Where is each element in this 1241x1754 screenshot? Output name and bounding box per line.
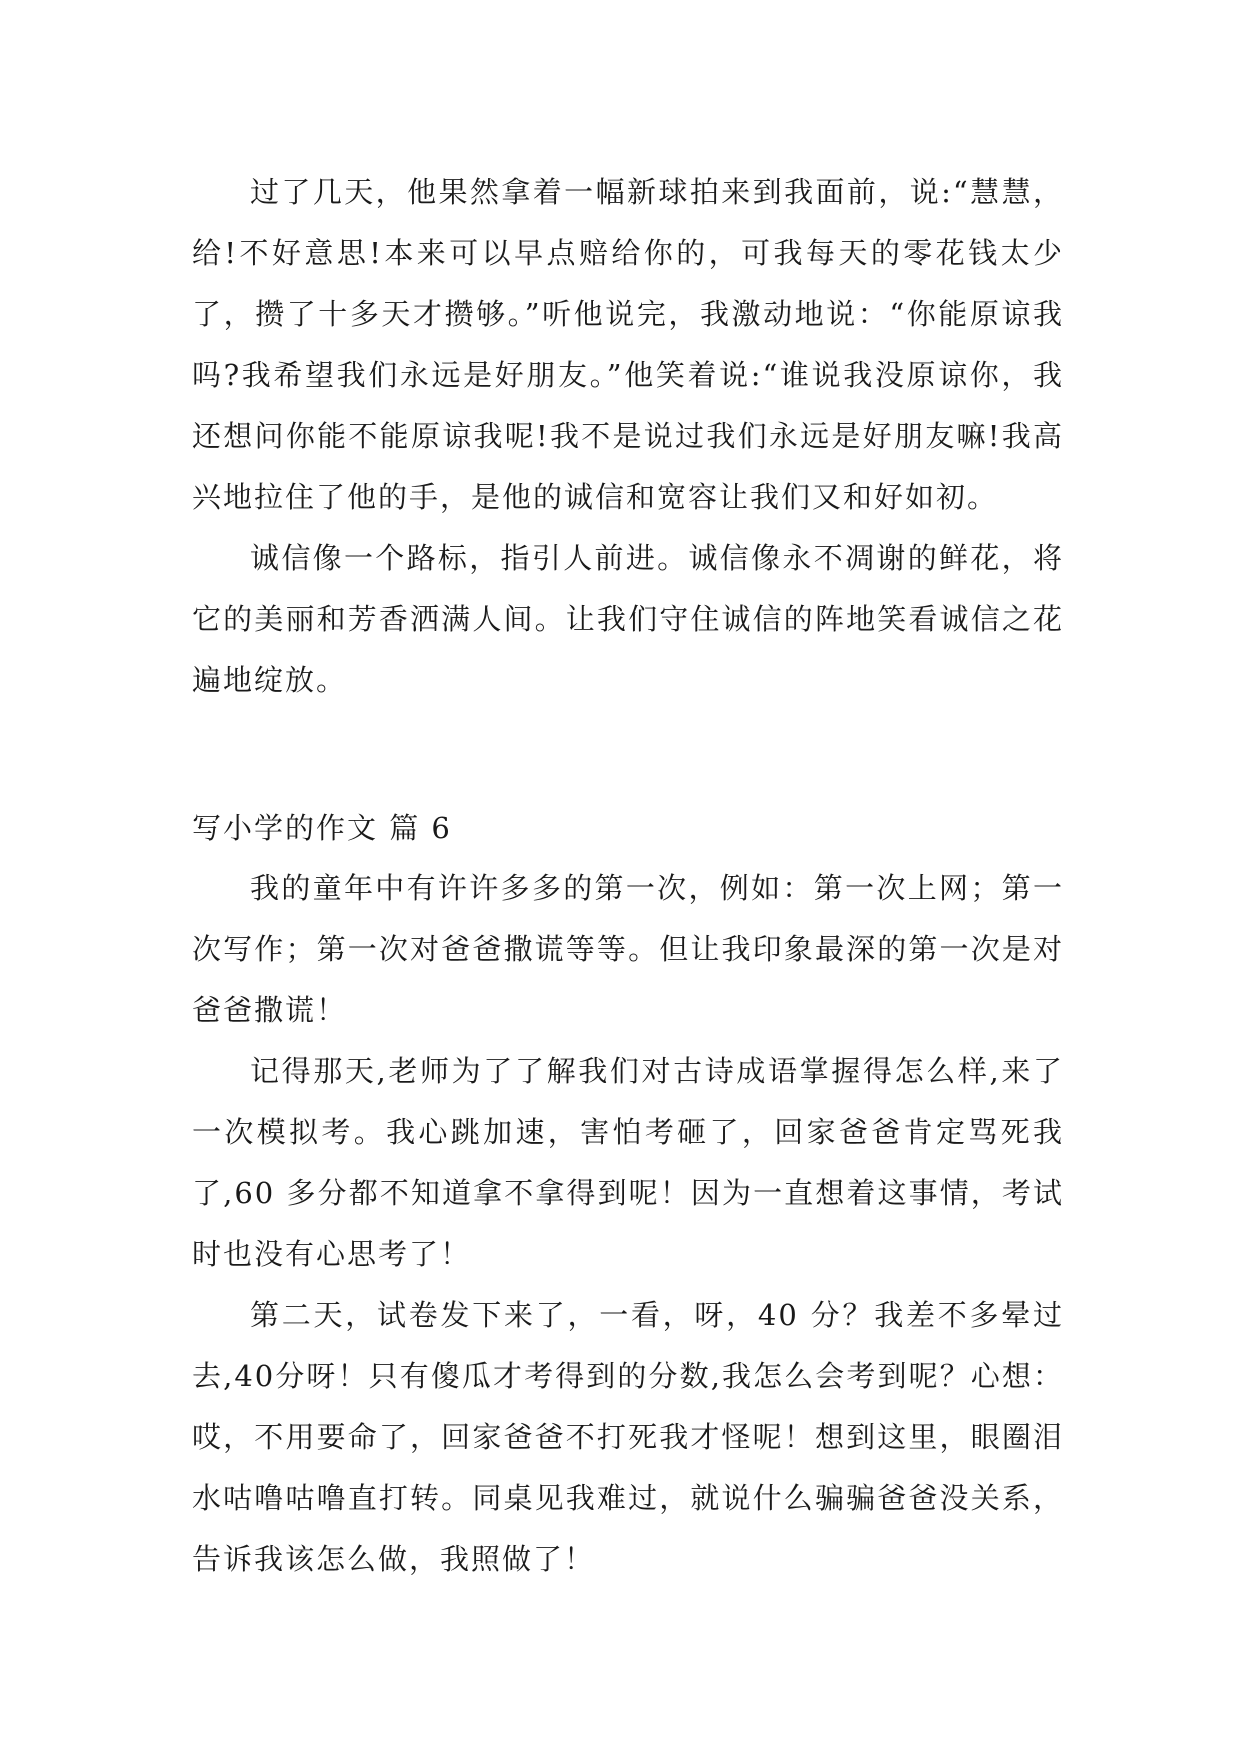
paragraph: 记得那天,老师为了了解我们对古诗成语掌握得怎么样,来了一次模拟考。我心跳加速，害怕考砸了，回家爸爸肯定骂死我了,60 多分都不知道拿不拿得到呢！因为一直想着这事情，考试时也没有心思考了！ bbox=[192, 1054, 1064, 1271]
essay-section-6 bbox=[192, 803, 1064, 1590]
paragraph: 诚信像一个路标，指引人前进。诚信像永不凋谢的鲜花，将它的美丽和芳香洒满人间。让我们守住诚信的阵地笑看诚信之花遍地绽放。 bbox=[192, 541, 1064, 697]
section-title: 写小学的作文 篇 6 bbox=[192, 811, 452, 845]
paragraph: 过了几天，他果然拿着一幅新球拍来到我面前，说:“慧慧，给!不好意思!本来可以早点赔给你的，可我每天的零花钱太少了，攒了十多天才攒够。”听他说完，我激动地说：“你能原谅我吗?我希望我们永远是好朋友。”他笑着说:“谁说我没原谅你，我还想问你能不能原谅我呢!我不是说过我们永远是好朋友嘛!我高兴地拉住了他的手，是他的诚信和宽容让我们又和好如初。 bbox=[192, 175, 1064, 514]
essay-continuation bbox=[192, 162, 1064, 711]
paragraph: 第二天，试卷发下来了，一看，呀，40 分？我差不多晕过去,40分呀！只有傻瓜才考得到的分数,我怎么会考到呢？心想：哎，不用要命了，回家爸爸不打死我才怪呢！想到这里，眼圈泪水咕噜咕噜直打转。同桌见我难过，就说什么骗骗爸爸没关系，告诉我该怎么做，我照做了！ bbox=[192, 1298, 1064, 1576]
paragraph: 我的童年中有许许多多的第一次，例如：第一次上网；第一次写作；第一次对爸爸撒谎等等。但让我印象最深的第一次是对爸爸撒谎！ bbox=[192, 871, 1064, 1027]
